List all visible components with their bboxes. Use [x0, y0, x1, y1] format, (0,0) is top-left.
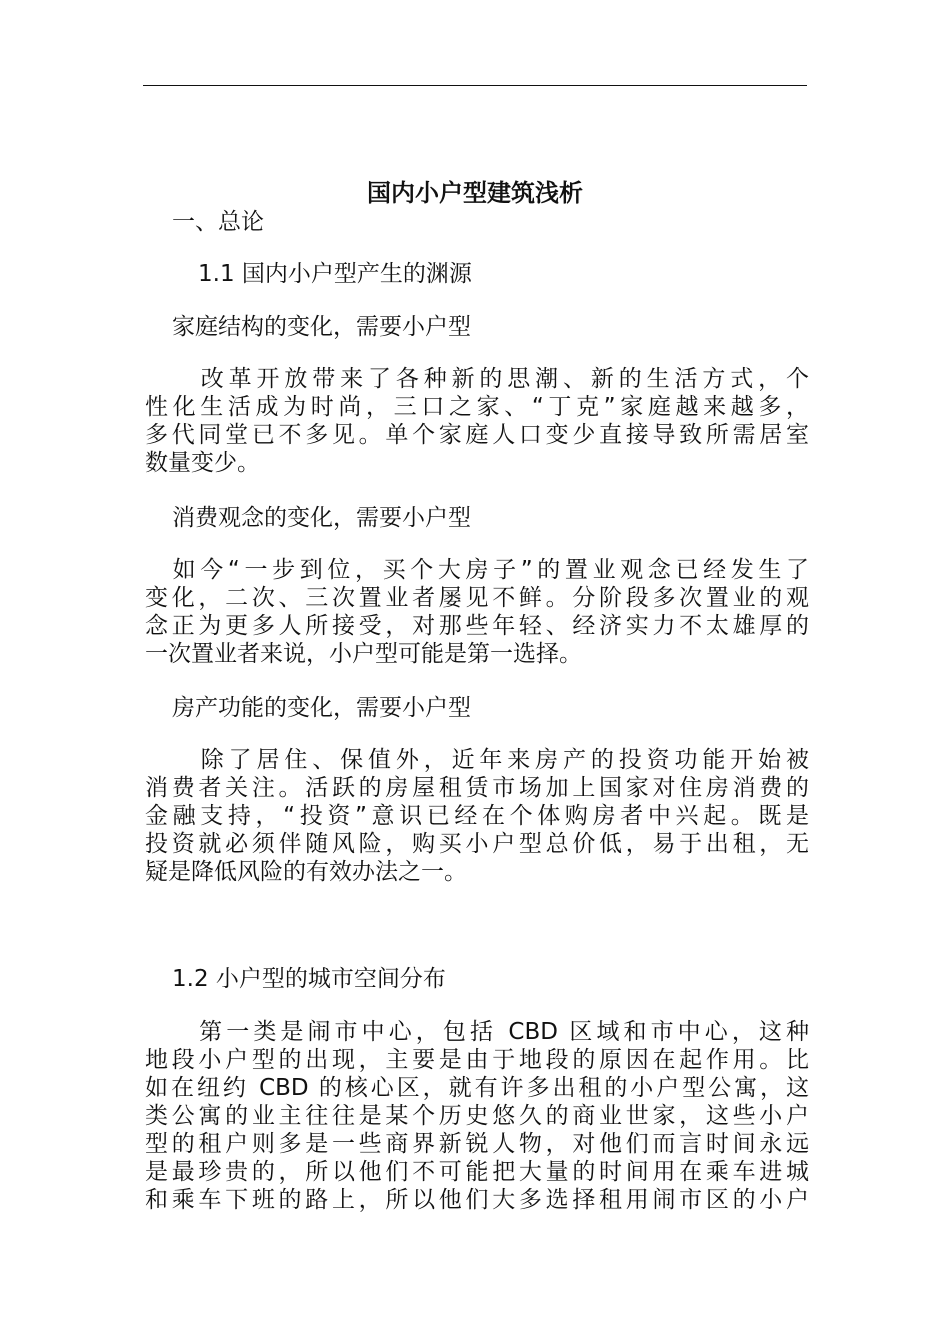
paragraph-line: 疑是降低风险的有效办法之一。: [145, 859, 467, 885]
paragraph-line: 一次置业者来说，小户型可能是第一选择。: [145, 641, 582, 667]
paragraph-line: 投资就必须伴随风险，购买小户型总价低，易于出租，无: [145, 831, 809, 857]
heading-property-function: 房产功能的变化，需要小户型: [172, 695, 471, 721]
subsection-heading-distribution: 1.2 小户型的城市空间分布: [172, 966, 446, 992]
paragraph-line: 改革开放带来了各种新的思潮、新的生活方式，个: [145, 366, 809, 392]
paragraph-family-structure: [145, 365, 809, 477]
paragraph-line: 类公寓的业主往往是某个历史悠久的商业世家，这些小户: [145, 1103, 809, 1129]
paragraph-line: 如今“一步到位，买个大房子”的置业观念已经发生了: [145, 557, 809, 583]
subsection-heading-origin: 1.1 国内小户型产生的渊源: [198, 261, 472, 287]
paragraph-line: 金融支持，“投资”意识已经在个体购房者中兴起。既是: [145, 803, 809, 829]
paragraph-property-function: [145, 746, 809, 886]
paragraph-line: 第一类是闹市中心，包括 CBD 区域和市中心，这种: [145, 1019, 809, 1045]
paragraph-line: 除了居住、保值外，近年来房产的投资功能开始被: [145, 747, 809, 773]
paragraph-line: 数量变少。: [145, 450, 260, 476]
paragraph-consumption-concept: [145, 556, 809, 668]
section-heading-overview: 一、总论: [172, 209, 264, 235]
paragraph-line: 消费者关注。活跃的房屋租赁市场加上国家对住房消费的: [145, 775, 809, 801]
document-title: 国内小户型建筑浅析: [367, 178, 583, 207]
heading-family-structure: 家庭结构的变化，需要小户型: [172, 314, 471, 340]
paragraph-line: 地段小户型的出现，主要是由于地段的原因在起作用。比: [145, 1047, 809, 1073]
paragraph-line: 和乘车下班的路上，所以他们大多选择租用闹市区的小户: [145, 1187, 809, 1213]
heading-consumption-concept: 消费观念的变化，需要小户型: [172, 505, 471, 531]
paragraph-line: 念正为更多人所接受，对那些年轻、经济实力不太雄厚的: [145, 613, 809, 639]
paragraph-line: 型的租户则多是一些商界新锐人物，对他们而言时间永远: [145, 1131, 809, 1157]
paragraph-city-distribution: [145, 1018, 809, 1214]
paragraph-line: 性化生活成为时尚，三口之家、“丁克”家庭越来越多，: [145, 394, 809, 420]
paragraph-line: 多代同堂已不多见。单个家庭人口变少直接导致所需居室: [145, 422, 809, 448]
paragraph-line: 变化，二次、三次置业者屡见不鲜。分阶段多次置业的观: [145, 585, 809, 611]
paragraph-line: 如在纽约 CBD 的核心区，就有许多出租的小户型公寓，这: [145, 1075, 809, 1101]
paragraph-line: 是最珍贵的，所以他们不可能把大量的时间用在乘车进城: [145, 1159, 809, 1185]
header-rule: [143, 85, 807, 86]
